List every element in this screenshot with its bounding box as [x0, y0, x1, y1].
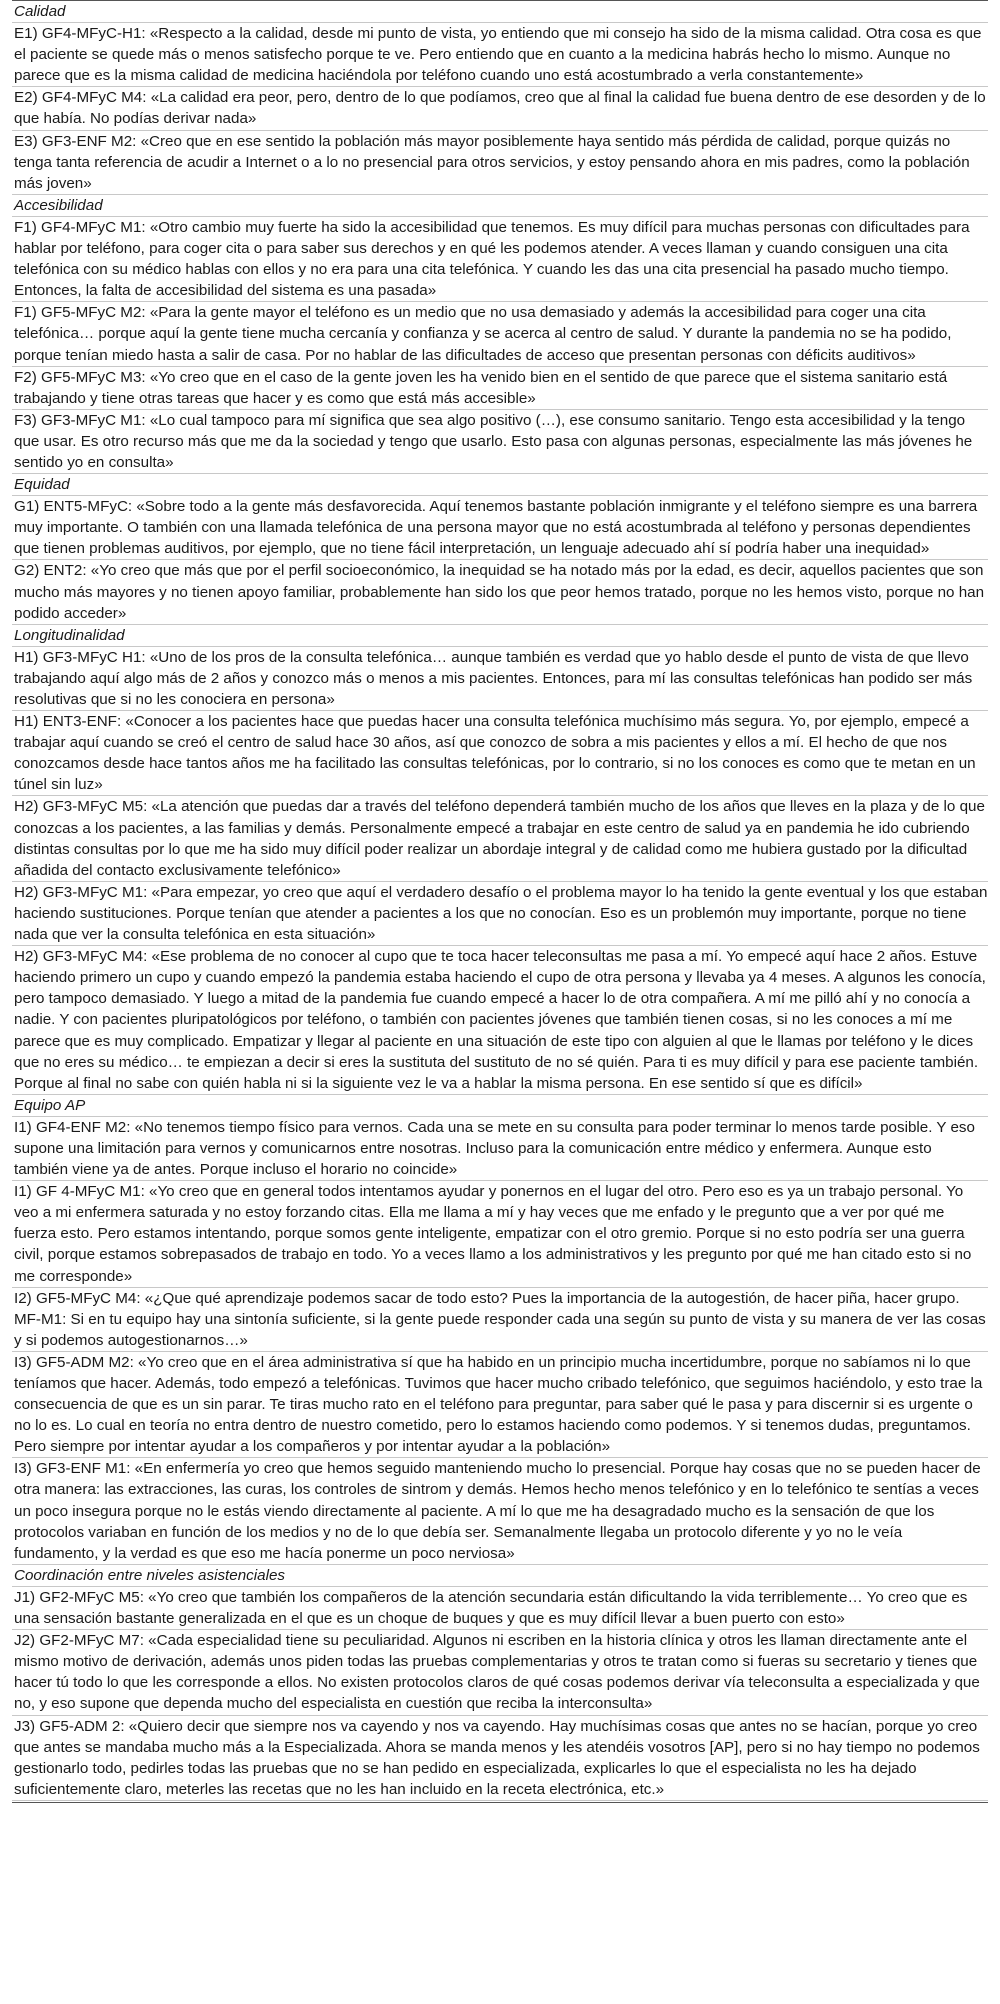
quote-row: J1) GF2-MFyC M5: «Yo creo que también los compañeros de la atención secundaria están dificultando la vida terriblemente… Yo creo que es una sensación bastante generalizada en el que es un choque de buques y que es muy difícil llevar a buen puerto con esto» [12, 1587, 988, 1630]
table-bottom-rule [12, 1802, 988, 1803]
quote-row: E3) GF3-ENF M2: «Creo que en ese sentido la población más mayor posiblemente haya sentido más pérdida de calidad, porque quizás no tenga tanta referencia de acudir a Internet o a lo no presencial para otros servicios, y estoy pensando ahora en mis padres, como la población más joven» [12, 131, 988, 195]
quote-row: F3) GF3-MFyC M1: «Lo cual tampoco para mí significa que sea algo positivo (…), ese consumo sanitario. Tengo esta accesibilidad y la tengo que usar. Es otro recurso más que me da la sociedad y tengo que usarlo. Esto pasa con algunas personas, especialmente las más jóvenes he sentido yo en consulta» [12, 410, 988, 474]
quote-row: I1) GF4-ENF M2: «No tenemos tiempo físico para vernos. Cada una se mete en su consulta para poder terminar lo menos tarde posible. Y eso supone una limitación para vernos y comunicarnos entre nosotras. Incluso para la comunicación entre médico y enfermera. Aunque esto también viene ya de antes. Porque incluso el horario no coincide» [12, 1117, 988, 1181]
quote-row: I2) GF5-MFyC M4: «¿Que qué aprendizaje podemos sacar de todo esto? Pues la importancia de la autogestión, de hacer piña, hacer grupo. MF-M1: Si en tu equipo hay una sintonía suficiente, si la gente puede responder cada una según su punto de vista y su manera de ver las cosas y si podemos autogestionarnos…» [12, 1288, 988, 1352]
quote-row: G2) ENT2: «Yo creo que más que por el perfil socioeconómico, la inequidad se ha notado más por la edad, es decir, aquellos pacientes que son mucho más mayores y no tienen apoyo familiar, probablemente han sido los que peor hemos tratado, porque no les hemos visto, porque no han podido acceder» [12, 560, 988, 624]
quote-row: E2) GF4-MFyC M4: «La calidad era peor, pero, dentro de lo que podíamos, creo que al final la calidad fue buena dentro de ese desorden y de lo que había. No podías derivar nada» [12, 87, 988, 130]
quote-row: H1) ENT3-ENF: «Conocer a los pacientes hace que puedas hacer una consulta telefónica muchísimo más segura. Yo, por ejemplo, empecé a trabajar aquí cuando se creó el centro de salud hace 30 años, así que conozco de sobra a mis pacientes y ellos a mí. El hecho de que nos conozcamos desde hace tantos años me ha facilitado las consultas telefónicas, por lo contrario, si no los conoces es como que te metan en un túnel sin luz» [12, 711, 988, 796]
section-heading: Calidad [12, 1, 988, 23]
quote-row: F2) GF5-MFyC M3: «Yo creo que en el caso de la gente joven les ha venido bien en el sentido de que parece que el sistema sanitario está trabajando y tiene otras tareas que hacer y es como que está más accesible» [12, 367, 988, 410]
quotes-table [12, 0, 988, 2004]
quote-row: H1) GF3-MFyC H1: «Uno de los pros de la consulta telefónica… aunque también es verdad que yo hablo desde el punto de vista de que llevo trabajando aquí algo más de 2 años y conozco más o menos a mis pacientes. Entonces, para mí las consultas telefónicas han podido ser más resolutivas que si no les conociera en persona» [12, 647, 988, 711]
quote-row: H2) GF3-MFyC M4: «Ese problema de no conocer al cupo que te toca hacer teleconsultas me pasa a mí. Yo empecé aquí hace 2 años. Estuve haciendo primero un cupo y cuando empezó la pandemia estaba haciendo el cupo de otra persona y llevaba ya 4 meses. A algunos les conocía, pero tampoco demasiado. Y luego a mitad de la pandemia fue cuando empecé a hacer lo de otra compañera. A mí me pilló ahí y no conocía a nadie. Y con pacientes pluripatológicos por teléfono, o también con pacientes jóvenes que también tienen cosas, si no les conoces a mí me parece que es muy complicado. Empatizar y llegar al paciente en una situación de este tipo con alguien al que le llamas por teléfono y le dices que no eres su médico… te empiezan a decir si eres la sustituta del sustituto de no sé quién. Para ti es muy difícil y para ese paciente también. Porque al final no sabe con quién habla ni si la siguiente vez le va a hablar la misma persona. En ese sentido sí que es difícil» [12, 946, 988, 1095]
quote-row: I3) GF5-ADM M2: «Yo creo que en el área administrativa sí que ha habido en un principio mucha incertidumbre, porque no sabíamos ni lo que teníamos que hacer. Además, todo empezó a telefónicas. Tuvimos que hacer mucho cribado telefónico, que seguimos haciéndolo, y esto trae la consecuencia de que es un sin parar. Te tiras mucho rato en el teléfono para preguntar, para saber qué le pasa y para discernir si es urgente o no lo es. Lo cual en teoría no entra dentro de nuestro cometido, pero lo estamos haciendo como podemos. Y si tenemos dudas, preguntamos. Pero siempre por intentar ayudar a los compañeros y por intentar ayudar a la población» [12, 1352, 988, 1458]
section-heading: Accesibilidad [12, 195, 988, 217]
quote-row: H2) GF3-MFyC M5: «La atención que puedas dar a través del teléfono dependerá también mucho de los años que lleves en la plaza y de lo que conozcas a los pacientes, a las familias y demás. Personalmente empecé a trabajar en este centro de salud ya en pandemia he ido cubriendo distintas consultas por lo que me ha sido muy difícil poder realizar un abordaje integral y de calidad como me hubiera gustado por la dificultad añadida del contacto exclusivamente telefónico» [12, 796, 988, 881]
section-heading: Equipo AP [12, 1095, 988, 1117]
quote-row: G1) ENT5-MFyC: «Sobre todo a la gente más desfavorecida. Aquí tenemos bastante población inmigrante y el teléfono siempre es una barrera muy importante. O también con una llamada telefónica de una persona mayor que no está acostumbrada al teléfono y personas dependientes que tienen problemas auditivos, por ejemplo, que no tiene fácil interpretación, un lenguaje adecuado ahí sí podría haber una inequidad» [12, 496, 988, 560]
quote-row: I3) GF3-ENF M1: «En enfermería yo creo que hemos seguido manteniendo mucho lo presencial. Porque hay cosas que no se pueden hacer de otra manera: las extracciones, las curas, los controles de sintrom y demás. Hemos hecho menos telefónico y en lo telefónico te sentías a veces un poco insegura porque no le estás viendo directamente al paciente. A mí lo que me ha desagradado mucho es la sensación de que los protocolos variaban en función de los medios y no de lo que debía ser. Semanalmente llegaba un protocolo diferente y yo no le veía fundamento, y la verdad es que eso me hacía ponerme un poco nerviosa» [12, 1458, 988, 1564]
section-heading: Equidad [12, 474, 988, 496]
section-heading: Coordinación entre niveles asistenciales [12, 1565, 988, 1587]
table-body [12, 1, 988, 1801]
quote-row: E1) GF4-MFyC-H1: «Respecto a la calidad, desde mi punto de vista, yo entiendo que mi consejo ha sido de la misma calidad. Otra cosa es que el paciente se quede más o menos satisfecho porque te ve. Pero entiendo que en cuanto a la medicina habrás hecho lo mismo. Aunque no parece que es la misma calidad de medicina haciéndola por teléfono cuando uno está acostumbrado a verla constantemente» [12, 23, 988, 87]
quote-row: J3) GF5-ADM 2: «Quiero decir que siempre nos va cayendo y nos va cayendo. Hay muchísimas cosas que antes no se hacían, porque yo creo que antes se mandaba mucho más a la Especializada. Ahora se manda menos y les atendéis vosotros [AP], pero si no hay tiempo no podemos gestionarlo todo, pedirles todas las pruebas que no se han pedido en especializada, explicarles lo que el especialista no les ha dejado suficientemente claro, meterles las recetas que no les han incluido en la receta electrónica, etc.» [12, 1716, 988, 1801]
quote-row: F1) GF4-MFyC M1: «Otro cambio muy fuerte ha sido la accesibilidad que tenemos. Es muy difícil para muchas personas con dificultades para hablar por teléfono, para coger cita o para saber sus derechos y en qué les podemos atender. A veces llaman y cuando consiguen una cita telefónica con su médico hablas con ellos y no era para una cita telefónica. Y cuando les das una cita presencial ha pasado mucho tiempo. Entonces, la falta de accesibilidad del sistema es una pasada» [12, 217, 988, 302]
section-heading: Longitudinalidad [12, 625, 988, 647]
quote-row: I1) GF 4-MFyC M1: «Yo creo que en general todos intentamos ayudar y ponernos en el lugar del otro. Pero eso es ya un trabajo personal. Yo veo a mi enfermera saturada y no estoy forzando citas. Ella me llama a mí y hay veces que me enfado y le pregunto que a ver por qué me fuerza esto. Pero estamos intentando, porque somos gente inteligente, empatizar con el otro gremio. Porque si no esto podría ser una guerra civil, porque estamos sobrepasados de trabajo en todo. Yo a veces llamo a los administrativos y les pregunto por qué me han citado esto si no me corresponde» [12, 1181, 988, 1287]
quote-row: F1) GF5-MFyC M2: «Para la gente mayor el teléfono es un medio que no usa demasiado y además la accesibilidad para coger una cita telefónica… porque aquí la gente tiene mucha cercanía y confianza y se acerca al centro de salud. Y durante la pandemia no se ha podido, porque tenían miedo hasta a salir de casa. Por no hablar de las dificultades de acceso que presentan personas con déficits auditivos» [12, 302, 988, 366]
quote-row: J2) GF2-MFyC M7: «Cada especialidad tiene su peculiaridad. Algunos ni escriben en la historia clínica y otros les llaman directamente ante el mismo motivo de derivación, además unos piden todas las pruebas complementarias y otros te tratan como si fueras su secretario y tienes que hacer tú todo lo que les corresponde a ellos. No existen protocolos claros de qué cosas podemos derivar vía teleconsulta a especializada y que no, y eso supone que dependa mucho del especialista en cuestión que reciba la interconsulta» [12, 1630, 988, 1715]
quote-row: H2) GF3-MFyC M1: «Para empezar, yo creo que aquí el verdadero desafío o el problema mayor lo ha tenido la gente eventual y los que estaban haciendo sustituciones. Porque tenían que atender a pacientes a los que no conocían. Eso es un problemón muy importante, porque no tiene nada que ver la consulta telefónica en esta situación» [12, 882, 988, 946]
